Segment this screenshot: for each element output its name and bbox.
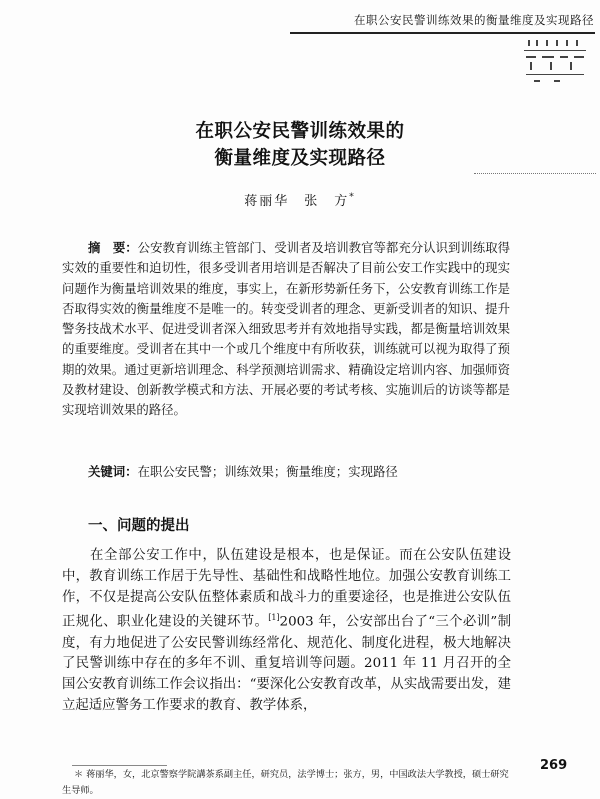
author-footnote-mark: * bbox=[349, 192, 356, 203]
margin-dotted-rule bbox=[474, 173, 596, 174]
keywords-text: 在职公安民警；训练效果；衡量维度；实现路径 bbox=[137, 464, 398, 479]
author-line bbox=[0, 190, 600, 209]
body-text-part-1: 在全部公安工作中，队伍建设是根本，也是保证。而在公安队伍建设中，教育训练工作居于先导性、基础性和战略性地位。加强公安教育训练工作，不仅是提高公安队伍整体素质和战斗力的重要途径，也是推进公安队伍正规化、职业化建设的关键环节。 bbox=[62, 548, 511, 630]
abstract-label: 摘 要： bbox=[88, 240, 138, 255]
footnote-rule bbox=[72, 765, 167, 766]
corner-ornament-icon bbox=[520, 38, 590, 90]
header-rule bbox=[290, 32, 595, 34]
section-heading: 一、问题的提出 bbox=[88, 518, 190, 534]
title-line-1: 在职公安民警训练效果的 bbox=[195, 121, 405, 142]
abstract bbox=[62, 238, 510, 421]
abstract-text: 公安教育训练主管部门、受训者及培训教官等都充分认识到训练取得实效的重要性和迫切性，很多受训者用培训是否解决了目前公安工作实践中的现实问题作为衡量培训效果的维度，事实上，在新形势新任务下，公安教育训练工作是否取得实效的衡量维度不是唯一的。转变受训者的理念、更新受训者的知识、提升警务技战术水平、促进受训者深入细致思考并有效地指导实践，都是衡量培训效果的重要维度。受训者在其中一个或几个维度中有所收获，训练就可以视为取得了预期的效果。通过更新培训理念、科学预测培训需求、精确设定培训内容、加强师资及教材建设、创新教学模式和方法、开展必要的考试考核、实施训后的访谈等都是实现培训效果的路径。 bbox=[62, 240, 511, 418]
citation-marker: [1] bbox=[268, 613, 280, 623]
footnote: ＊ 蒋丽华，女，北京警察学院講茶系副主任，研究员，法学博士；张方，男，中国政法大学教授，硕士研究生导师。 bbox=[62, 769, 509, 796]
author-names: 蒋丽华 张 方 bbox=[244, 194, 350, 209]
running-head: 在职公安民警训练效果的衡量维度及实现路径 bbox=[354, 13, 594, 27]
body-text-part-2: 2003 年，公安部出台了“三个必训”制度，有力地促进了公安民警训练经常化、规范化、制度化进程，极大地解决了民警训练中存在的多年不训、重复培训等问题。2011 年 11 月召开的全国公安教育训练工作会议指出：“要深化公安教育改革，从实战需要出发，建立起适应警务工作要求的教育、教学体系， bbox=[62, 614, 511, 714]
article-title bbox=[0, 118, 600, 172]
keywords-label: 关键词： bbox=[88, 464, 138, 479]
body-paragraph bbox=[62, 546, 511, 717]
page-number: 269 bbox=[540, 758, 568, 773]
title-line-2: 衡量维度及实现路径 bbox=[214, 148, 386, 169]
keywords bbox=[62, 462, 510, 482]
